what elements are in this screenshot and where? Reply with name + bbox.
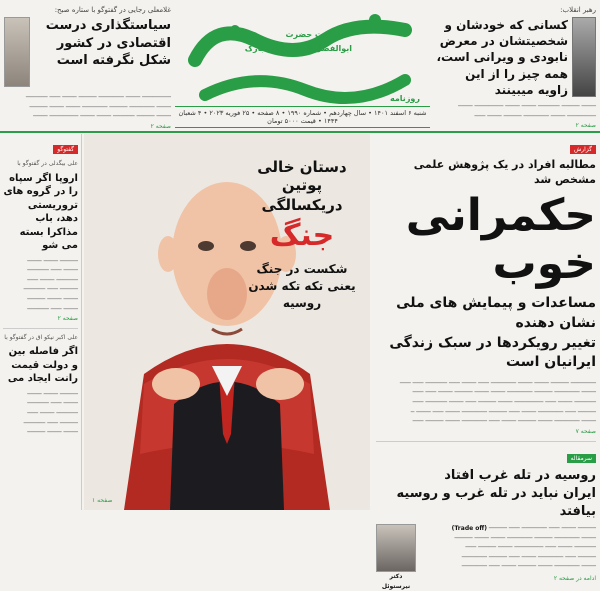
founder-line-1: ولادت حضرت	[285, 30, 338, 39]
top-right-photo	[572, 17, 596, 97]
author-photo	[376, 524, 416, 572]
caricature-page-ref[interactable]: صفحه ۱	[92, 497, 113, 504]
caricature-text	[242, 158, 362, 311]
top-right-story[interactable]	[430, 0, 600, 130]
caricature-line-4: شکست در جنگ یعنی تکه تکه شدن روسیه	[248, 262, 356, 310]
left-tag: گفتوگو	[53, 145, 78, 154]
main-story-kicker: مطالبه افراد در یک پژوهش علمی مشخص شد	[413, 158, 596, 186]
second-story-headline-2[interactable]: ایران نباید در تله غرب و روسیه بیافتد	[396, 485, 596, 519]
second-story-page-ref[interactable]: ادامه در صفحه ۲	[553, 575, 596, 583]
second-story-body: ───── ──── ─── ─────── ─── ───── (Trade off) ──── ─────── ───── ─────── ──── ──── ───── ────── ──── ─── ──────── ──── ───── ─── ───── ─── ─────── ──── ─── ───── ─────── ──── ─────── ──── ───── ──── ─── ───────	[451, 525, 596, 571]
left-headline-1[interactable]: اروپا اگر سپاه را در گروه های تروریستی دهد، باب مذاکرا بسته می شو	[3, 172, 78, 252]
top-right-headline: کسانی که خودشان و شخصیتشان در معرض نابودی و ویرانی است، همه چیز را از این زاویه میبینند	[436, 18, 568, 97]
left-kicker-2: علی اکبر نیکو اق در گفتوگو با	[4, 333, 78, 341]
right-column	[372, 134, 600, 590]
caricature-line-1: دستان خالی پوتین	[257, 158, 347, 194]
top-left-body: ──────── ──── ─────── ───── ──── ─── ────── ──── ─────── ───── ─────── ──── ──── ───── ──── ───── ────── ──── ──── ──────── ────	[25, 94, 171, 121]
main-story-body: ─────── ───── ──── ──── ─────── ─── ──── ─── ────── ─── ─── ──── ─────── ───── ─────── ──── ──── ───── ──── ─── ─── ────── ──── ─── ──────── ──── ───── ─── ──── ────── ─── ───── ─── ─────── ──── ─── ───── ─────── ──── ─── ──── ─ ──── ─────── ──── ───── ──── ─── ─────── ──── ───── ───	[399, 379, 596, 426]
left-body-1: ───── ──── ──── ──── ─── ────── ────── ──── ─── ───── ─── ────── ──── ──── ───── ──── ─── ──────	[23, 257, 78, 313]
main-story-sub-1: مساعدات و پیمایش های ملی نشان دهنده	[396, 295, 596, 332]
top-left-photo	[4, 17, 30, 87]
left-divider	[3, 328, 78, 329]
masthead	[175, 0, 430, 130]
left-body-2: ───── ──── ──── ──── ─── ────── ────── ──── ─── ───── ─── ────── ──── ──── ─────	[23, 390, 78, 437]
main-story-headline[interactable]: حکمرانی خوب	[405, 189, 596, 290]
top-left-headline: سیاستگذاری درست اقتصادی در کشور شکل نگرفته است	[45, 18, 171, 69]
center-caricature[interactable]	[84, 134, 370, 510]
masthead-date: شنبه ۶ اسفند ۱۴۰۱ • سال چهاردهم • شماره ۱۹۹۰ • ۸ صفحه • ۲۵ فوریه ۲۰۲۳ • ۴ شعبان ۱۴۴۴ • قیمت ۵۰۰۰ تومان	[175, 106, 430, 128]
caricature-line-3: جنگ	[269, 218, 335, 253]
caricature-line-2: دریکسالگی	[261, 196, 343, 214]
main-story-sub-2: تغییر رویکردها در سبک زندگی ایرانیان است	[389, 334, 596, 371]
caricature-panel	[84, 134, 370, 510]
author-name: دکتر نیرستوئل	[381, 573, 411, 590]
left-kicker-1: علی بیگدلی در گفتوگو با	[17, 160, 78, 167]
trade-off-term: (Trade off)	[451, 525, 488, 533]
masthead-rule	[0, 131, 600, 133]
top-left-page-ref[interactable]: صفحه ۲	[150, 122, 171, 130]
top-right-body: ──── ───── ────── ──── ──── ──────── ──── ──────── ──── ─────── ───── ──── ───	[458, 102, 596, 120]
masthead-subtitle: روزنامه	[390, 94, 420, 103]
top-left-story[interactable]	[0, 0, 175, 130]
right-divider	[376, 441, 596, 442]
second-story-tag: سرمقاله	[567, 454, 596, 463]
main-story-tag: گزارش	[570, 145, 596, 154]
left-page-ref-1[interactable]: صفحه ۲	[57, 315, 78, 323]
left-headline-2[interactable]: اگر فاصله بین و دولت قیمت رانت ایجاد می	[7, 346, 78, 385]
top-right-kicker: رهبر انقلاب:	[560, 6, 596, 14]
founder-line-2: ابوالفضل العباس(ع) مبارک	[244, 44, 352, 53]
top-right-page-ref[interactable]: صفحه ۲	[575, 122, 596, 130]
second-story-headline-1[interactable]: روسیه در تله غرب افتاد	[444, 468, 596, 484]
main-story-page-ref[interactable]: صفحه ۷	[575, 427, 596, 435]
top-left-kicker: غلامعلی رجایی در گفتوگو با ستاره صبح:	[54, 6, 171, 14]
left-column	[0, 134, 82, 510]
